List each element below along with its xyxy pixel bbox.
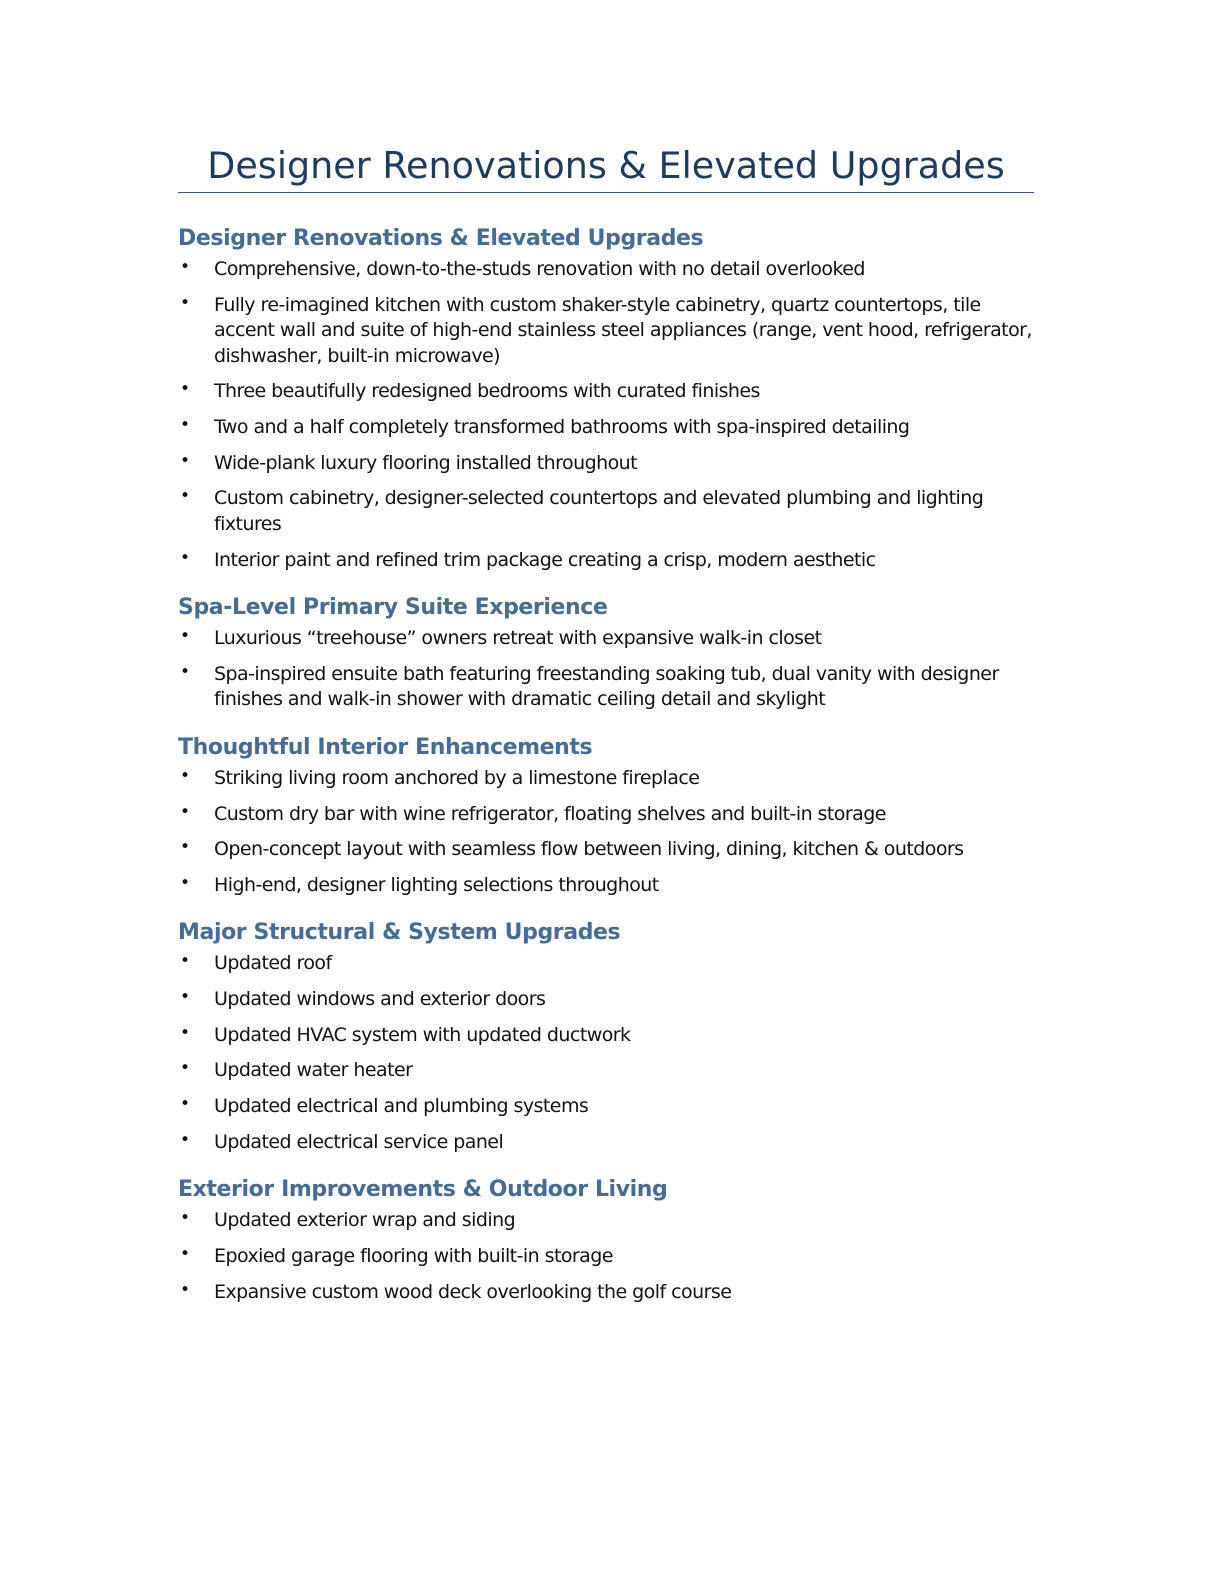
list-item-text: Expansive custom wood deck overlooking the golf course bbox=[214, 1280, 732, 1303]
bullet-icon: • bbox=[180, 1208, 190, 1229]
list-item bbox=[178, 486, 1034, 537]
list-item-text: Updated exterior wrap and siding bbox=[214, 1209, 516, 1232]
section-heading: Thoughtful Interior Enhancements bbox=[178, 734, 593, 760]
list-item-text: Striking living room anchored by a limestone fireplace bbox=[214, 766, 700, 789]
bullet-icon: • bbox=[180, 872, 190, 893]
bullet-icon: • bbox=[180, 547, 190, 568]
bullet-icon: • bbox=[180, 765, 190, 786]
bullet-icon: • bbox=[180, 951, 190, 972]
list-item-text: High-end, designer lighting selections throughout bbox=[214, 873, 659, 896]
list-item-text: Two and a half completely transformed bathrooms with spa-inspired detailing bbox=[214, 416, 910, 439]
list-item-text: Luxurious “treehouse” owners retreat with expansive walk-in closet bbox=[214, 627, 822, 650]
bullet-list bbox=[178, 626, 1034, 713]
list-item bbox=[178, 873, 1034, 899]
list-item-text: Updated windows and exterior doors bbox=[214, 988, 546, 1011]
list-item bbox=[178, 1023, 1034, 1049]
section-interior-enhancements bbox=[178, 733, 1034, 899]
bullet-list bbox=[178, 951, 1034, 1155]
list-item-text: Spa-inspired ensuite bath featuring freestanding soaking tub, dual vanity with designer finishes and walk-in shower with dramatic ceiling detail and skylight bbox=[214, 662, 999, 711]
list-item-text: Three beautifully redesigned bedrooms with curated finishes bbox=[214, 380, 760, 403]
bullet-icon: • bbox=[180, 1058, 190, 1079]
list-item bbox=[178, 293, 1034, 370]
bullet-icon: • bbox=[180, 486, 190, 507]
bullet-icon: • bbox=[180, 1279, 190, 1300]
list-item-text: Open-concept layout with seamless flow between living, dining, kitchen & outdoors bbox=[214, 838, 964, 861]
bullet-icon: • bbox=[180, 987, 190, 1008]
list-item bbox=[178, 662, 1034, 713]
list-item-text: Updated electrical and plumbing systems bbox=[214, 1095, 589, 1118]
list-item bbox=[178, 802, 1034, 828]
section-heading: Spa-Level Primary Suite Experience bbox=[178, 595, 608, 621]
bullet-icon: • bbox=[180, 257, 190, 277]
list-item bbox=[178, 626, 1034, 652]
list-item bbox=[178, 415, 1034, 441]
list-item-text: Comprehensive, down-to-the-studs renovation with no detail overlooked bbox=[214, 258, 865, 280]
bullet-icon: • bbox=[180, 450, 190, 471]
list-item bbox=[178, 987, 1034, 1013]
section-exterior-improvements bbox=[178, 1175, 1034, 1305]
list-item-text: Updated water heater bbox=[214, 1059, 413, 1082]
document-page bbox=[178, 140, 1034, 1305]
bullet-icon: • bbox=[180, 415, 190, 436]
bullet-list bbox=[178, 257, 1034, 573]
bullet-icon: • bbox=[180, 661, 190, 682]
document-title: Designer Renovations & Elevated Upgrades bbox=[178, 140, 1034, 193]
bullet-list bbox=[178, 1208, 1034, 1305]
list-item bbox=[178, 548, 1034, 574]
list-item bbox=[178, 257, 1034, 283]
bullet-icon: • bbox=[180, 1244, 190, 1264]
section-heading: Designer Renovations & Elevated Upgrades bbox=[178, 226, 704, 251]
list-item bbox=[178, 1058, 1034, 1084]
section-heading: Exterior Improvements & Outdoor Living bbox=[178, 1177, 668, 1203]
list-item-text: Custom dry bar with wine refrigerator, floating shelves and built-in storage bbox=[214, 802, 886, 825]
bullet-icon: • bbox=[180, 1129, 190, 1150]
list-item bbox=[178, 451, 1034, 477]
section-structural-upgrades bbox=[178, 918, 1034, 1155]
list-item bbox=[178, 1244, 1034, 1270]
bullet-icon: • bbox=[180, 1094, 190, 1115]
bullet-icon: • bbox=[180, 379, 190, 400]
list-item bbox=[178, 1094, 1034, 1120]
section-designer-renovations bbox=[178, 224, 1034, 573]
list-item bbox=[178, 1280, 1034, 1306]
list-item-text: Updated electrical service panel bbox=[214, 1130, 504, 1153]
bullet-icon: • bbox=[180, 837, 190, 858]
list-item-text: Epoxied garage flooring with built-in storage bbox=[214, 1245, 613, 1267]
list-item-text: Wide-plank luxury flooring installed throughout bbox=[214, 451, 638, 474]
list-item bbox=[178, 951, 1034, 977]
bullet-icon: • bbox=[180, 292, 190, 313]
list-item bbox=[178, 1130, 1034, 1156]
list-item-text: Fully re-imagined kitchen with custom shaker-style cabinetry, quartz countertops, tile accent wall and suite of high-end stainless steel appliances (range, vent hood, refrigerator, dishwasher, built-in microwave) bbox=[214, 293, 1032, 367]
list-item bbox=[178, 1208, 1034, 1234]
list-item bbox=[178, 837, 1034, 863]
section-primary-suite bbox=[178, 593, 1034, 713]
bullet-icon: • bbox=[180, 626, 190, 647]
list-item-text: Interior paint and refined trim package creating a crisp, modern aesthetic bbox=[214, 548, 876, 571]
list-item-text: Updated HVAC system with updated ductwork bbox=[214, 1023, 631, 1046]
list-item bbox=[178, 766, 1034, 792]
bullet-list bbox=[178, 766, 1034, 899]
list-item-text: Updated roof bbox=[214, 952, 332, 975]
bullet-icon: • bbox=[180, 801, 190, 822]
bullet-icon: • bbox=[180, 1022, 190, 1043]
list-item bbox=[178, 379, 1034, 405]
section-heading: Major Structural & System Upgrades bbox=[178, 920, 621, 946]
list-item-text: Custom cabinetry, designer-selected countertops and elevated plumbing and lighting fixtures bbox=[214, 487, 984, 535]
